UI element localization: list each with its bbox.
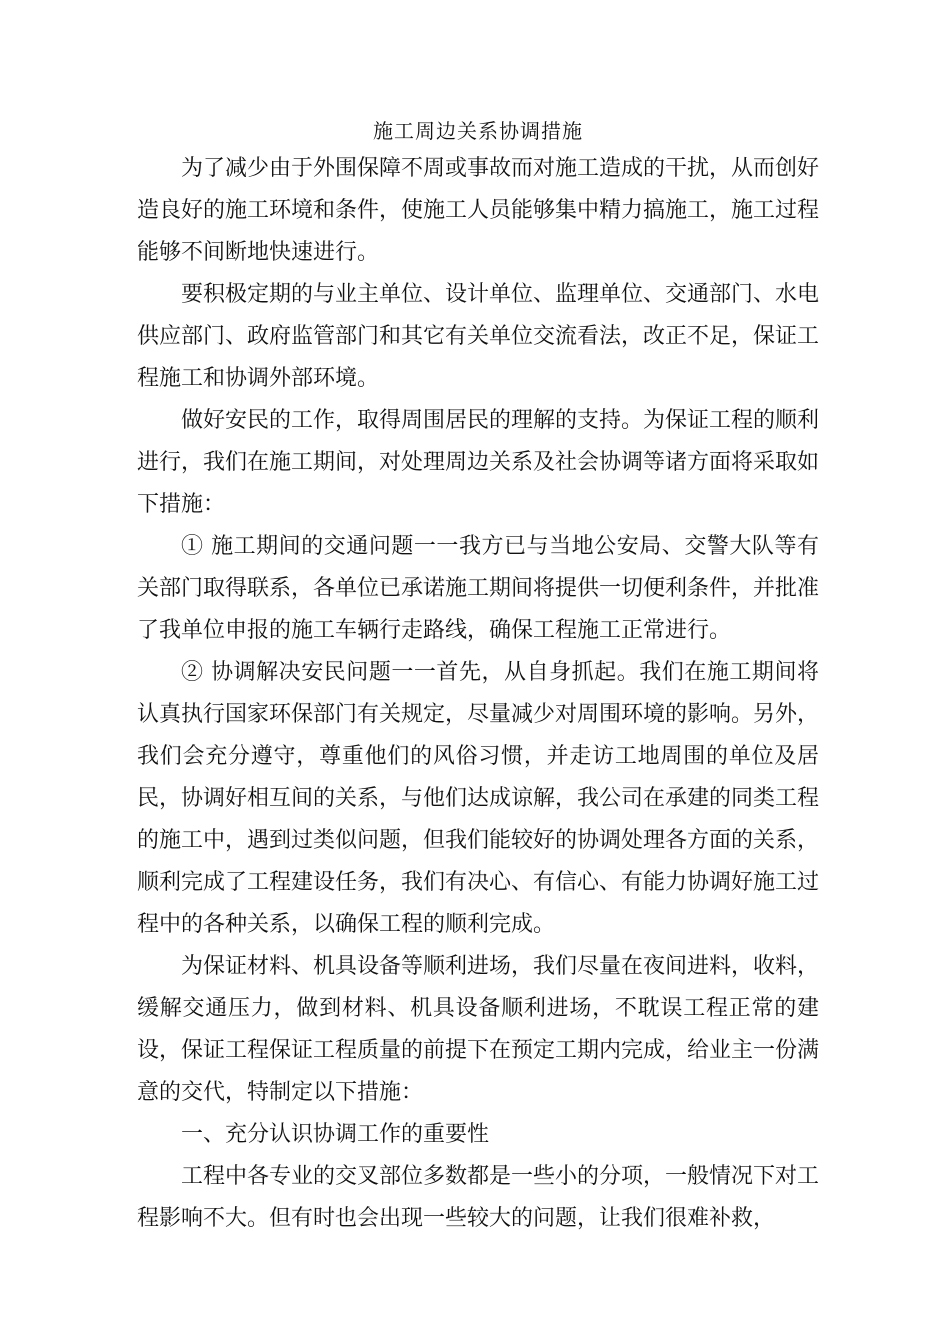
document-title: 施工周边关系协调措施 xyxy=(373,119,583,143)
section-paragraph: 工程中各专业的交叉部位多数都是一些小的分项，一般情况下对工程影响不大。但有时也会出现一些较大的问题，让我们很难补救， xyxy=(137,1164,820,1231)
document-body xyxy=(137,114,819,1240)
intro-paragraph: 为了减少由于外围保障不周或事故而对施工造成的干扰，从而创好造良好的施工环境和条件，使施工人员能够集中精力搞施工，施工过程能够不间断地快速进行。 xyxy=(137,156,820,265)
traffic-measure-paragraph: ① 施工期间的交通问题一一我方已与当地公安局、交警大队等有关部门取得联系，各单位已承诺施工期间将提供一切便利条件，并批准了我单位申报的施工车辆行走路线，确保工程施工正常进行。 xyxy=(137,534,820,643)
residents-measure-paragraph: ② 协调解决安民问题一一首先，从自身抓起。我们在施工期间将认真执行国家环保部门有关规定，尽量减少对周围环境的影响。另外，我们会充分遵守，尊重他们的风俗习惯，并走访工地周围的单位及居民，协调好相互间的关系，与他们达成谅解，我公司在承建的同类工程的施工中，遇到过类似问题，但我们能较好的协调处理各方面的关系，顺利完成了工程建设任务，我们有决心、有信心、有能力协调好施工过程中的各种关系，以确保工程的顺利完成。 xyxy=(137,660,820,937)
materials-paragraph: 为保证材料、机具设备等顺利进场，我们尽量在夜间进料，收料，缓解交通压力，做到材料、机具设备顺利进场，不耽误工程正常的建设，保证工程保证工程质量的前提下在预定工期内完成，给业主一份满意的交代，特制定以下措施： xyxy=(137,954,820,1105)
coordination-paragraph: 要积极定期的与业主单位、设计单位、监理单位、交通部门、水电供应部门、政府监管部门和其它有关单位交流看法，改正不足，保证工程施工和协调外部环境。 xyxy=(137,282,820,391)
section-heading: 一、充分认识协调工作的重要性 xyxy=(181,1122,490,1147)
residents-paragraph: 做好安民的工作，取得周围居民的理解的支持。为保证工程的顺利进行，我们在施工期间，对处理周边关系及社会协调等诸方面将采取如下措施： xyxy=(137,408,820,517)
